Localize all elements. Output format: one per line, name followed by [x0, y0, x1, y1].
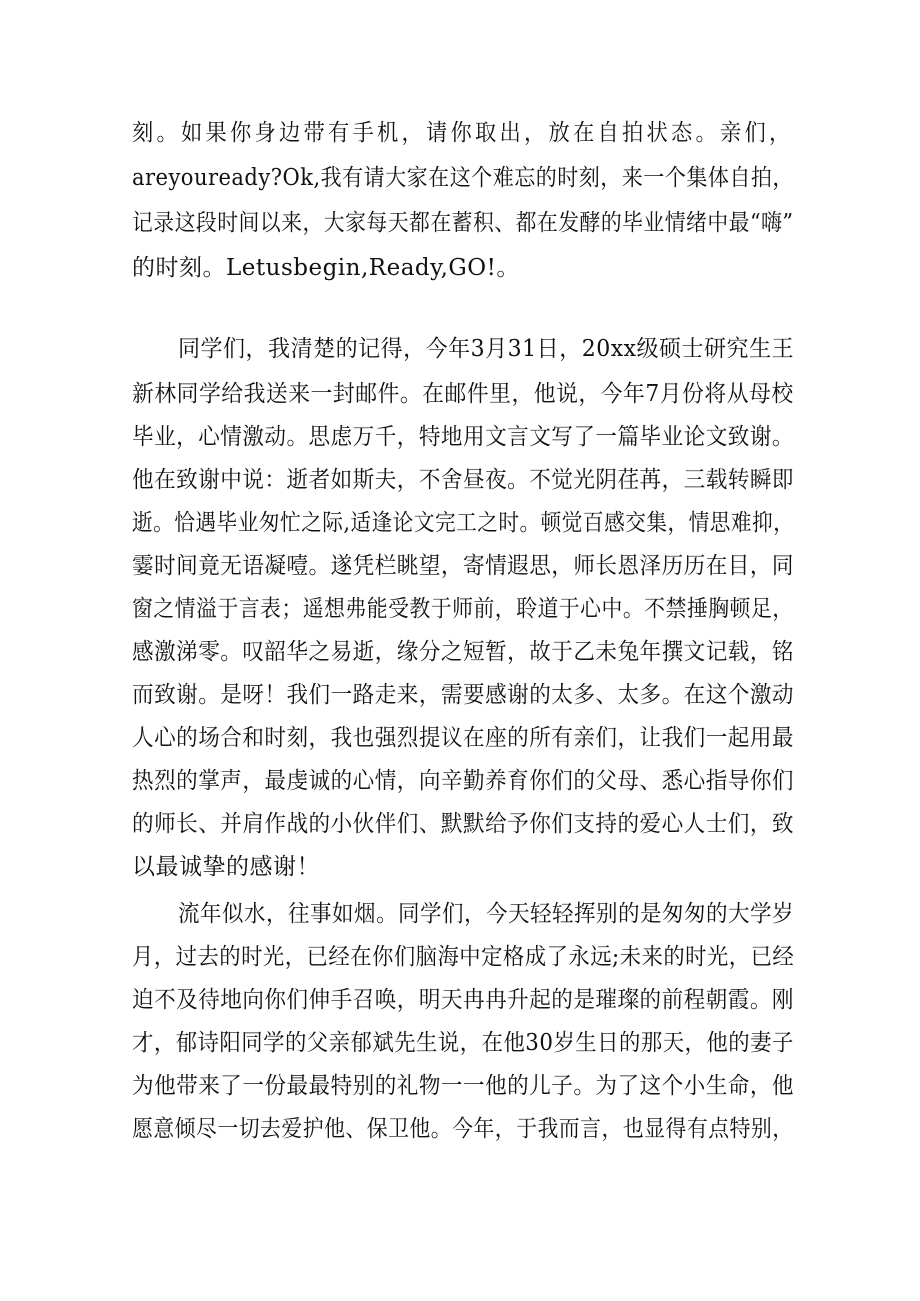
- text-line: 以最诚挚的感谢！: [132, 854, 320, 880]
- text-line: 刻。如果你身边带有手机，请你取出，放在自拍状态。亲们，: [132, 120, 794, 146]
- text-line: 的师长、并肩作战的小伙伴们、默默给予你们支持的爱心人士们，致: [132, 811, 794, 837]
- text-line: 才，郁诗阳同学的父亲郁斌先生说，在他30岁生日的那天，他的妻子: [132, 1030, 794, 1056]
- text-line: 的时刻。Letusbegin,Ready,GO!。: [132, 255, 520, 281]
- text-line: 他在致谢中说：逝者如斯夫，不舍昼夜。不觉光阴荏苒，三载转瞬即: [132, 467, 794, 493]
- text-line: 逝。恰遇毕业匆忙之际,适逢论文完工之时。顿觉百感交集，情思难抑，: [132, 510, 795, 536]
- text-line: 月，过去的时光，已经在你们脑海中定格成了永远;未来的时光，已经: [132, 944, 795, 970]
- text-line: 记录这段时间以来，大家每天都在蓄积、都在发酵的毕业情绪中最“嗨”: [132, 210, 794, 236]
- text-line: areyouready?Ok,我有请大家在这个难忘的时刻，来一个集体自拍，: [132, 165, 794, 191]
- text-line: 愿意倾尽一切去爱护他、保卫他。今年，于我而言，也显得有点特别，: [132, 1116, 794, 1142]
- text-line: 热烈的掌声，最虔诚的心情，向辛勤养育你们的父母、悉心指导你们: [132, 768, 794, 794]
- text-line: 感激涕零。叹韶华之易逝，缘分之短暂，故于乙未兔年撰文记载，铭: [132, 639, 794, 665]
- text-line: 为他带来了一份最最特别的礼物一一他的儿子。为了这个小生命，他: [132, 1073, 794, 1099]
- text-line: 新林同学给我送来一封邮件。在邮件里，他说，今年7月份将从母校: [132, 381, 794, 407]
- text-line: 人心的场合和时刻，我也强烈提议在座的所有亲们，让我们一起用最: [132, 725, 794, 751]
- text-line: 同学们，我清楚的记得，今年3月31日，20xx级硕士研究生王: [178, 336, 795, 362]
- text-line: 毕业，心情激动。思虑万千，特地用文言文写了一篇毕业论文致谢。: [132, 424, 794, 450]
- text-line: 流年似水，往事如烟。同学们，今天轻轻挥别的是匆匆的大学岁: [178, 901, 795, 927]
- text-line: 迫不及待地向你们伸手召唤，明天冉冉升起的是璀璨的前程朝霞。刚: [132, 987, 794, 1013]
- text-line: 而致谢。是呀！我们一路走来，需要感谢的太多、太多。在这个激动: [132, 682, 794, 708]
- text-line: 霎时间竟无语凝噎。遂凭栏眺望，寄情遐思，师长恩泽历历在目，同: [132, 553, 794, 579]
- text-line: 窗之情溢于言表；遥想弗能受教于师前，聆道于心中。不禁捶胸顿足，: [132, 596, 794, 622]
